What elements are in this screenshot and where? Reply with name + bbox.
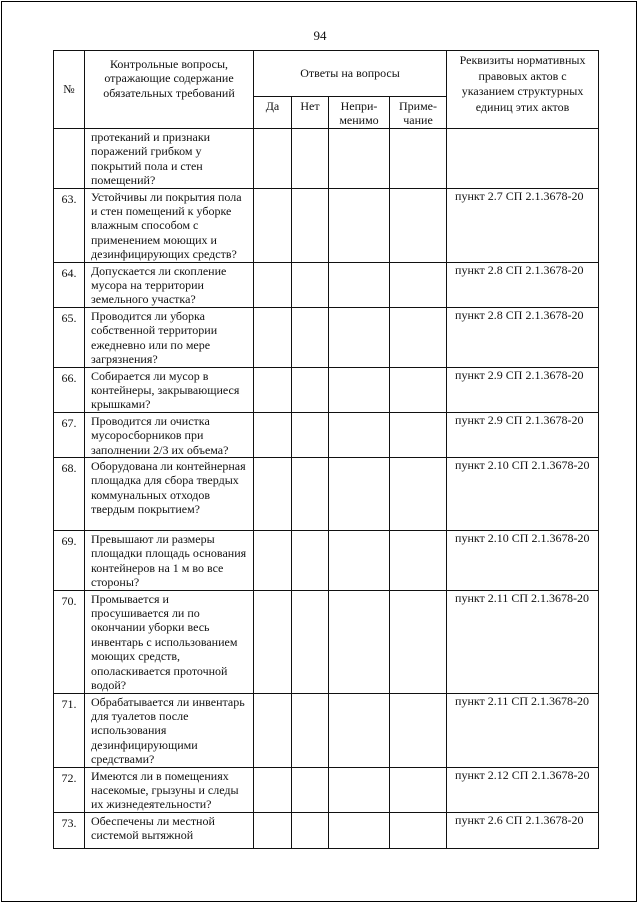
table-row	[54, 457, 599, 530]
row-requisites: пункт 2.8 СП 2.1.3678-20	[447, 307, 599, 367]
answer-no-cell[interactable]	[292, 530, 329, 590]
answer-note-cell[interactable]	[390, 767, 447, 812]
header-question: Контрольные вопросы, отражающие содержание обязательных требований	[85, 51, 254, 129]
answer-note-cell[interactable]	[390, 367, 447, 412]
answer-note-cell[interactable]	[390, 307, 447, 367]
answer-not-applicable-cell[interactable]	[329, 262, 390, 307]
answer-not-applicable-cell[interactable]	[329, 767, 390, 812]
answer-note-cell[interactable]	[390, 590, 447, 693]
answer-note-cell[interactable]	[390, 188, 447, 262]
answer-no-cell[interactable]	[292, 693, 329, 767]
row-requisites: пункт 2.8 СП 2.1.3678-20	[447, 262, 599, 307]
table-row	[54, 129, 599, 189]
table-row	[54, 262, 599, 307]
answer-no-cell[interactable]	[292, 188, 329, 262]
row-requisites: пункт 2.10 СП 2.1.3678-20	[447, 530, 599, 590]
row-number: 72.	[54, 767, 85, 812]
table-row	[54, 812, 599, 848]
answer-note-cell[interactable]	[390, 812, 447, 848]
answer-note-cell[interactable]	[390, 129, 447, 189]
row-requisites: пункт 2.11 СП 2.1.3678-20	[447, 693, 599, 767]
row-requisites: пункт 2.6 СП 2.1.3678-20	[447, 812, 599, 848]
row-number: 69.	[54, 530, 85, 590]
answer-yes-cell[interactable]	[254, 412, 292, 457]
row-number: 65.	[54, 307, 85, 367]
answer-yes-cell[interactable]	[254, 693, 292, 767]
row-question: Собирается ли мусор в контейнеры, закрывающиеся крышками?	[85, 367, 254, 412]
row-requisites: пункт 2.7 СП 2.1.3678-20	[447, 188, 599, 262]
answer-not-applicable-cell[interactable]	[329, 812, 390, 848]
answer-not-applicable-cell[interactable]	[329, 188, 390, 262]
answer-not-applicable-cell[interactable]	[329, 693, 390, 767]
row-question: Проводится ли уборка собственной территории ежедневно или по мере загрязнения?	[85, 307, 254, 367]
row-requisites: пункт 2.11 СП 2.1.3678-20	[447, 590, 599, 693]
row-number: 66.	[54, 367, 85, 412]
answer-not-applicable-cell[interactable]	[329, 530, 390, 590]
row-number	[54, 129, 85, 189]
header-not-applicable: Непри-менимо	[329, 97, 390, 129]
table-row	[54, 307, 599, 367]
answer-note-cell[interactable]	[390, 693, 447, 767]
row-question: Обрабатывается ли инвентарь для туалетов после использования дезинфицирующими средствами?	[85, 693, 254, 767]
answer-not-applicable-cell[interactable]	[329, 367, 390, 412]
table-row	[54, 693, 599, 767]
answer-yes-cell[interactable]	[254, 188, 292, 262]
answer-no-cell[interactable]	[292, 812, 329, 848]
row-question: Допускается ли скопление мусора на территории земельного участка?	[85, 262, 254, 307]
answer-not-applicable-cell[interactable]	[329, 457, 390, 530]
answer-yes-cell[interactable]	[254, 262, 292, 307]
answer-yes-cell[interactable]	[254, 457, 292, 530]
row-requisites: пункт 2.12 СП 2.1.3678-20	[447, 767, 599, 812]
answer-note-cell[interactable]	[390, 262, 447, 307]
row-number: 71.	[54, 693, 85, 767]
row-number: 67.	[54, 412, 85, 457]
answer-yes-cell[interactable]	[254, 367, 292, 412]
table-row	[54, 590, 599, 693]
row-number: 68.	[54, 457, 85, 530]
page-number: 94	[313, 28, 327, 43]
answer-note-cell[interactable]	[390, 457, 447, 530]
row-question: Имеются ли в помещениях насекомые, грызуны и следы их жизнедеятельности?	[85, 767, 254, 812]
answer-yes-cell[interactable]	[254, 530, 292, 590]
row-number: 64.	[54, 262, 85, 307]
row-question: Устойчивы ли покрытия пола и стен помещений к уборке влажным способом с применением моющих и дезинфицирующих средств?	[85, 188, 254, 262]
answer-not-applicable-cell[interactable]	[329, 129, 390, 189]
answer-note-cell[interactable]	[390, 530, 447, 590]
table-row	[54, 767, 599, 812]
answer-note-cell[interactable]	[390, 412, 447, 457]
row-question: Обеспечены ли местной системой вытяжной	[85, 812, 254, 848]
row-requisites: пункт 2.9 СП 2.1.3678-20	[447, 367, 599, 412]
row-requisites: пункт 2.9 СП 2.1.3678-20	[447, 412, 599, 457]
header-answers: Ответы на вопросы	[254, 51, 447, 97]
row-number: 63.	[54, 188, 85, 262]
answer-yes-cell[interactable]	[254, 812, 292, 848]
row-question: Промывается и просушивается ли по окончании уборки весь инвентарь с использованием моющих средств, ополаскивается проточной водой?	[85, 590, 254, 693]
header-number: №	[54, 51, 85, 129]
answer-yes-cell[interactable]	[254, 590, 292, 693]
answer-yes-cell[interactable]	[254, 129, 292, 189]
row-question: Оборудована ли контейнерная площадка для сбора твердых коммунальных отходов твердым покрытием?	[85, 457, 254, 530]
answer-no-cell[interactable]	[292, 412, 329, 457]
table-row	[54, 412, 599, 457]
table-row	[54, 367, 599, 412]
row-question: Превышают ли размеры площадки площадь основания контейнеров на 1 м во все стороны?	[85, 530, 254, 590]
answer-no-cell[interactable]	[292, 129, 329, 189]
header-requisites: Реквизиты нормативных правовых актов с указанием структурных единиц этих актов	[447, 51, 599, 129]
answer-yes-cell[interactable]	[254, 767, 292, 812]
header-yes: Да	[254, 97, 292, 129]
header-note: Приме-чание	[390, 97, 447, 129]
answer-yes-cell[interactable]	[254, 307, 292, 367]
row-requisites: пункт 2.10 СП 2.1.3678-20	[447, 457, 599, 530]
answer-not-applicable-cell[interactable]	[329, 307, 390, 367]
answer-no-cell[interactable]	[292, 367, 329, 412]
table-row	[54, 188, 599, 262]
answer-no-cell[interactable]	[292, 307, 329, 367]
header-no: Нет	[292, 97, 329, 129]
answer-no-cell[interactable]	[292, 767, 329, 812]
answer-not-applicable-cell[interactable]	[329, 590, 390, 693]
answer-no-cell[interactable]	[292, 457, 329, 530]
answer-no-cell[interactable]	[292, 262, 329, 307]
answer-no-cell[interactable]	[292, 590, 329, 693]
row-number: 73.	[54, 812, 85, 848]
row-number: 70.	[54, 590, 85, 693]
checklist-table	[53, 50, 599, 849]
row-requisites	[447, 129, 599, 189]
row-question: Проводится ли очистка мусоросборников при заполнении 2/3 их объема?	[85, 412, 254, 457]
table-row	[54, 530, 599, 590]
answer-not-applicable-cell[interactable]	[329, 412, 390, 457]
row-question: протеканий и признаки поражений грибком у покрытий пола и стен помещений?	[85, 129, 254, 189]
